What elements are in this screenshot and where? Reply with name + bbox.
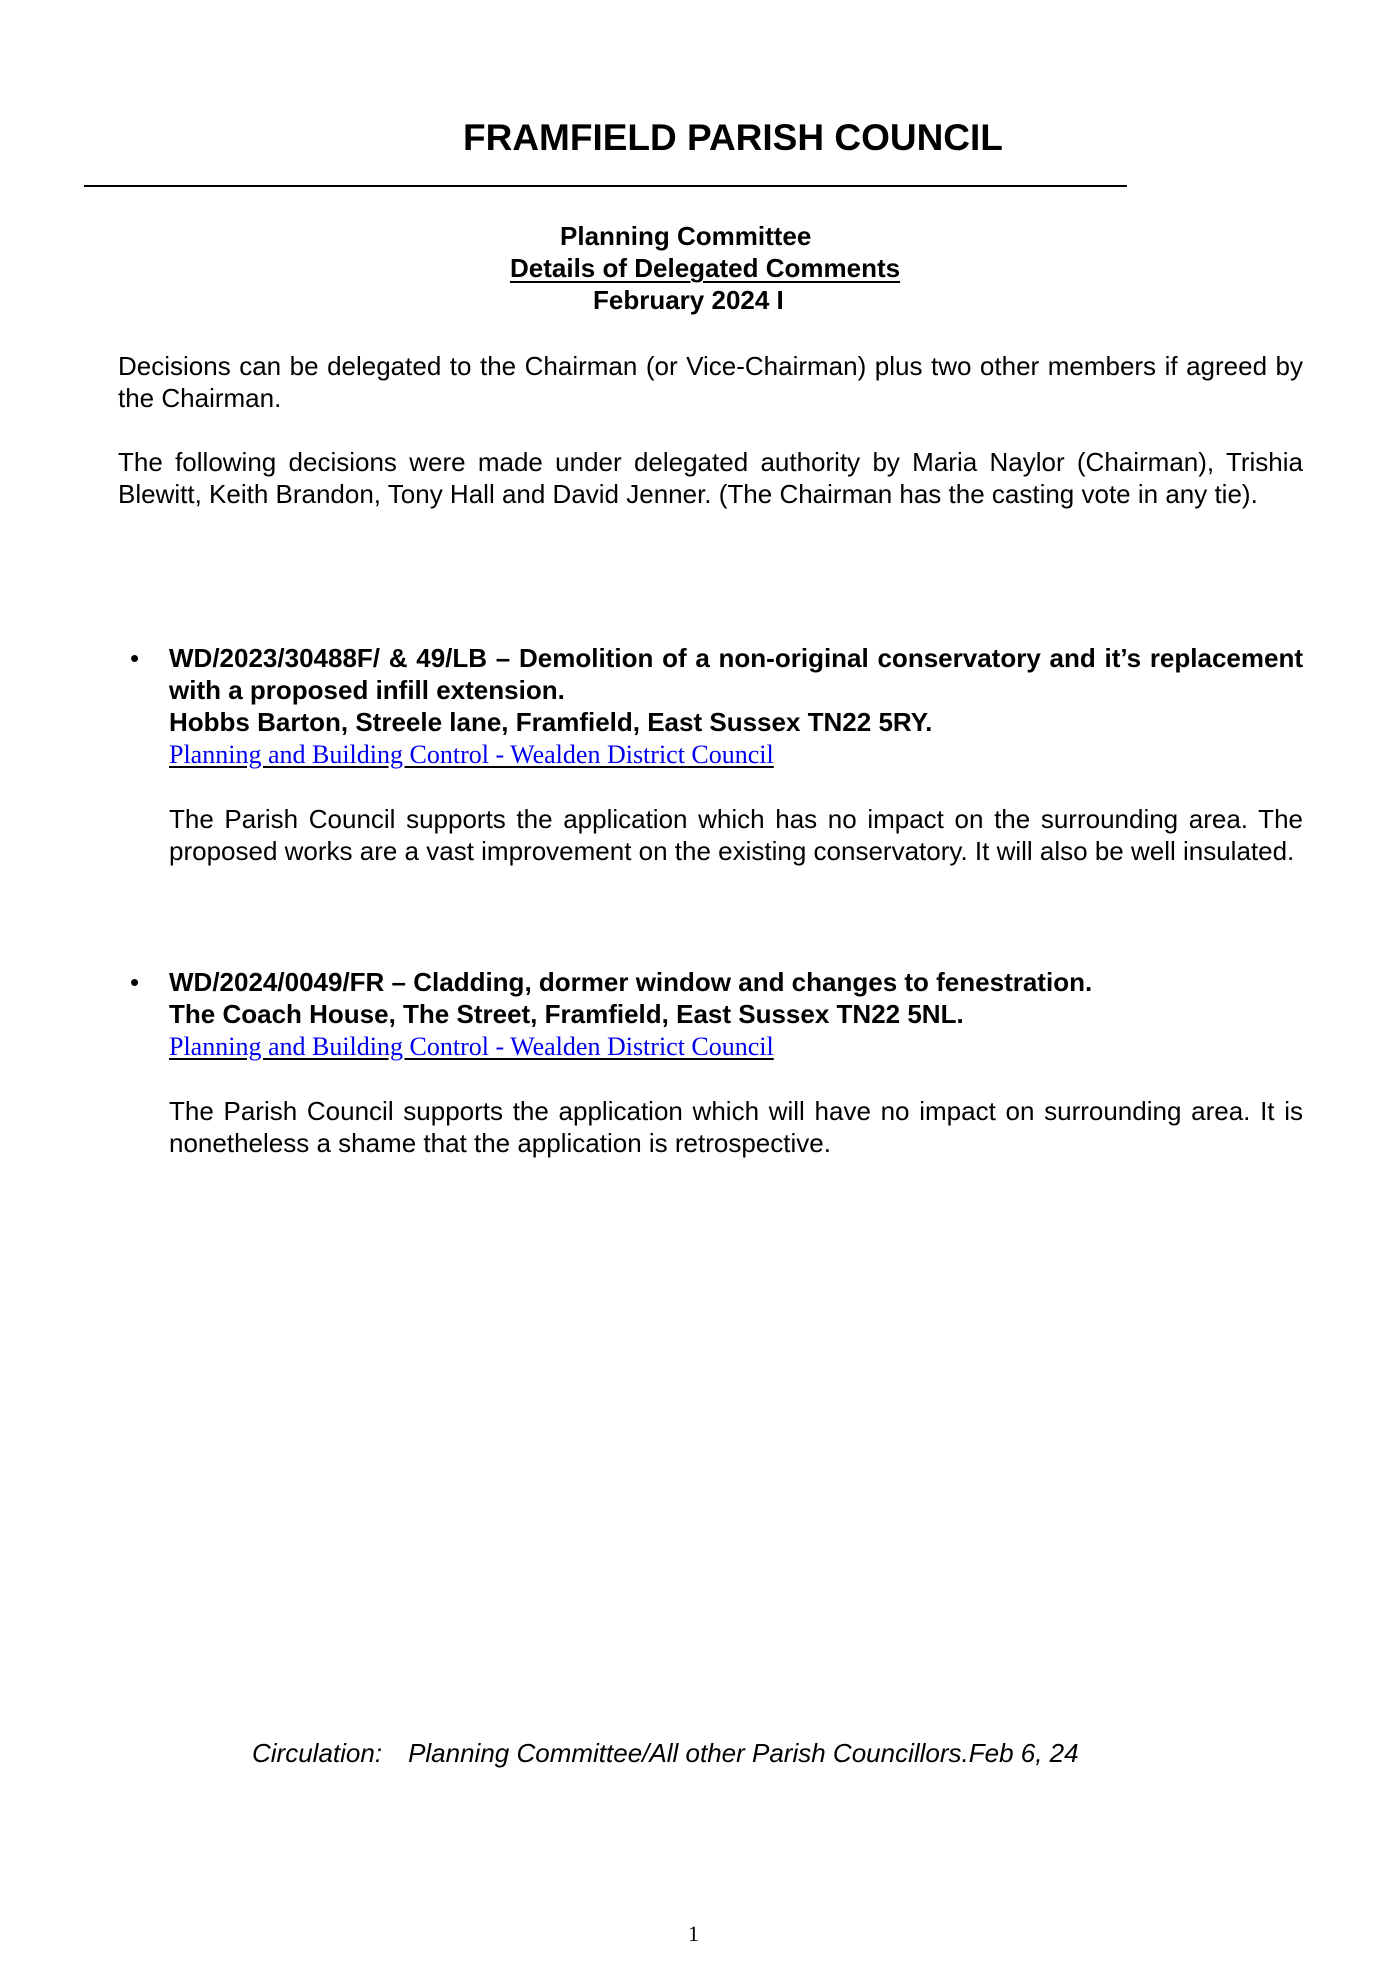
page-number-row: [0, 1921, 1389, 1947]
application-item: [118, 966, 1303, 1159]
intro-paragraph-members: The following decisions were made under delegated authority by Maria Naylor (Chairman), Trishia Blewitt, Keith Brandon, Tony Hall and David Jenner. (The Chairman has the casting vote in any tie).: [118, 447, 1303, 509]
application-heading: WD/2024/0049/FR – Cladding, dormer window and changes to fenestration.: [169, 967, 1093, 997]
application-address: The Coach House, The Street, Framfield, East Sussex TN22 5NL.: [169, 999, 964, 1029]
application-body: [169, 642, 1303, 867]
bullet-icon: •: [130, 967, 140, 997]
circulation-label: Circulation:: [252, 1738, 383, 1768]
document-subtitle: Details of Delegated Comments: [510, 253, 901, 283]
circulation-footer: [252, 1737, 1079, 1769]
application-body: [169, 966, 1303, 1159]
page-number: 1: [688, 1921, 699, 1946]
council-comment: The Parish Council supports the application which has no impact on the surrounding area. The proposed works are a vast improvement on the existing conservatory. It will also be well insulated.: [169, 804, 1303, 866]
document-date: February 2024 I: [593, 285, 784, 315]
council-comment: The Parish Council supports the application which will have no impact on surrounding area. It is nonetheless a shame that the application is retrospective.: [169, 1096, 1303, 1158]
council-title: FRAMFIELD PARISH COUNCIL: [463, 117, 1003, 158]
committee-name: Planning Committee: [560, 221, 812, 251]
planning-portal-link[interactable]: Planning and Building Control - Wealden District Council: [169, 740, 774, 769]
application-item: [118, 642, 1303, 867]
planning-portal-link[interactable]: Planning and Building Control - Wealden District Council: [169, 1032, 774, 1061]
application-heading: WD/2023/30488F/ & 49/LB – Demolition of a non-original conservatory and it’s replacement with a proposed infill extension.: [169, 643, 1303, 705]
circulation-text: Planning Committee/All other Parish Councillors.Feb 6, 24: [408, 1738, 1079, 1768]
application-address: Hobbs Barton, Streele lane, Framfield, East Sussex TN22 5RY.: [169, 707, 933, 737]
bullet-icon: •: [130, 643, 140, 673]
intro-paragraph-delegation: Decisions can be delegated to the Chairman (or Vice-Chairman) plus two other members if agreed by the Chairman.: [118, 351, 1303, 413]
title-divider: [84, 185, 1127, 187]
